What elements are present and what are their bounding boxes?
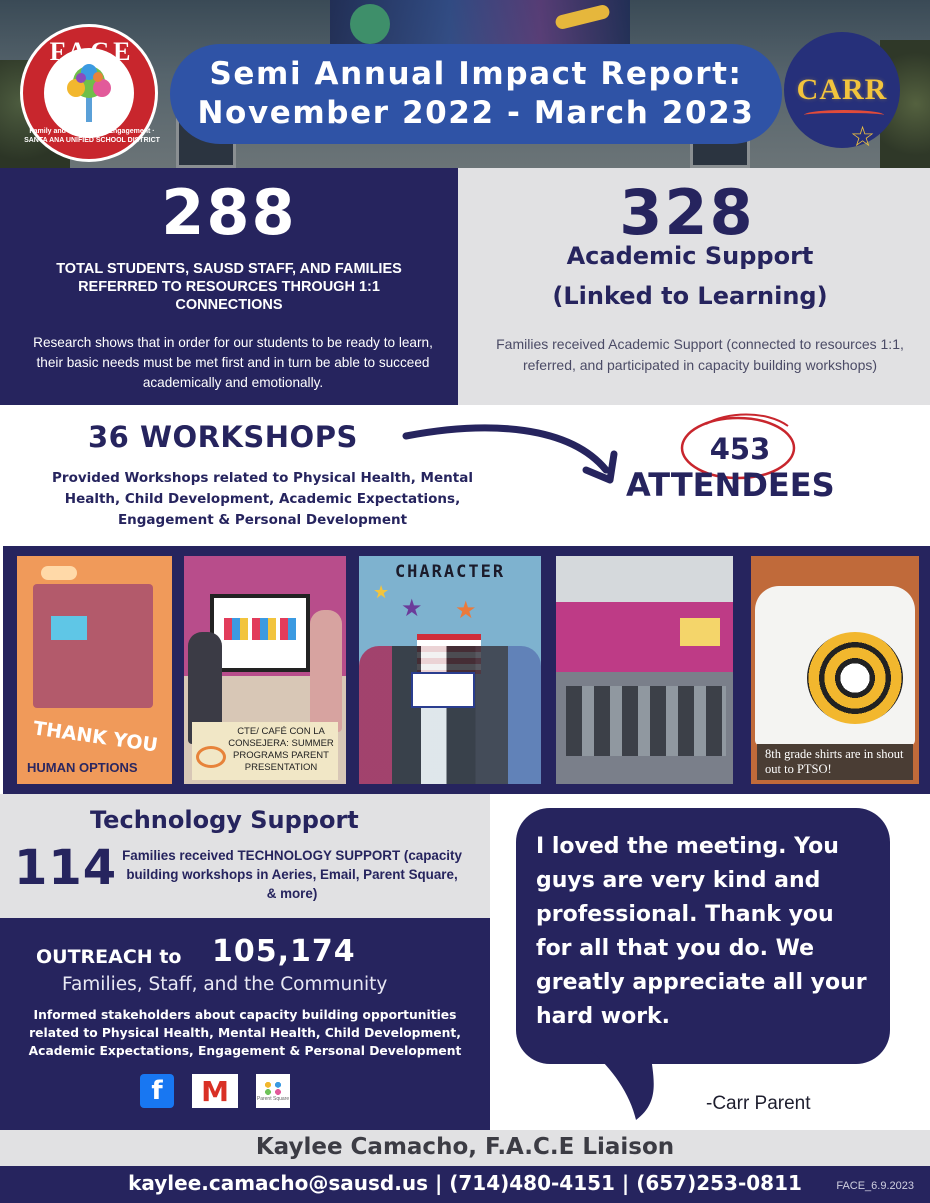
referrals-body: Research shows that in order for our students to be ready to learn, their basic needs must be met first and in turn be able to succeed academically and emotionally. bbox=[33, 335, 433, 390]
parent-square-logo-icon bbox=[263, 1080, 283, 1096]
photo-human-options-workshop bbox=[17, 556, 172, 784]
academic-heading: Academic Support bbox=[566, 242, 814, 270]
academic-body: Families received Academic Support (connected to resources 1:1, referred, and participated in capacity building workshops) bbox=[496, 336, 904, 373]
technology-description: Families received TECHNOLOGY SUPPORT (capacity building workshops in Aeries, Email, Parent Square, & more) bbox=[122, 848, 462, 901]
report-title-line-2: November 2022 - March 2023 bbox=[197, 95, 755, 131]
attendees-label: ATTENDEES bbox=[626, 466, 835, 504]
referrals-panel bbox=[0, 168, 458, 405]
group-of-people bbox=[359, 646, 541, 784]
presentation-screen bbox=[51, 616, 87, 640]
academic-subheading: (Linked to Learning) bbox=[552, 282, 828, 310]
parent-quote: I loved the meeting. You guys are very kind and professional. Thank you for all that you do. We greatly appreciate all your hard work. bbox=[536, 834, 867, 1029]
document-code: FACE_6.9.2023 bbox=[836, 1180, 914, 1192]
character-mural-text: CHARACTER bbox=[394, 562, 506, 582]
speech-bubble-tail bbox=[590, 1050, 674, 1122]
mural-planet bbox=[350, 4, 390, 44]
photo-cte-presentation bbox=[184, 556, 346, 784]
presenter-right bbox=[310, 610, 342, 732]
star-icon: ★ bbox=[401, 594, 423, 622]
academic-number: 328 bbox=[619, 176, 755, 249]
thank-you-text: THANK YOU bbox=[31, 717, 160, 757]
gmail-icon[interactable]: M bbox=[192, 1074, 238, 1108]
star-icon: ★ bbox=[455, 596, 477, 624]
referrals-number: 288 bbox=[161, 176, 297, 249]
quote-author: -Carr Parent bbox=[706, 1093, 811, 1114]
outreach-description: Informed stakeholders about capacity building opportunities related to Physical Health, Mental Health, Child Development, Academic Expectations, Engagement & Personal Development bbox=[28, 1008, 462, 1058]
liaison-name: Kaylee Camacho, F.A.C.E Liaison bbox=[0, 1130, 930, 1166]
star-icon: ★ bbox=[373, 582, 390, 603]
photo-check-presentation bbox=[359, 556, 541, 784]
star-icon: ☆ bbox=[850, 120, 876, 153]
face-logo bbox=[20, 24, 158, 162]
photo-strip bbox=[3, 546, 930, 794]
report-title bbox=[170, 44, 782, 144]
technology-number: 114 bbox=[14, 840, 118, 896]
cte-logo-icon bbox=[196, 746, 226, 768]
referrals-heading: TOTAL STUDENTS, SAUSD STAFF, AND FAMILIES REFERRED TO RESOURCES THROUGH 1:1 CONNECTIONS bbox=[56, 261, 402, 313]
carr-swoosh bbox=[804, 110, 884, 120]
cte-caption: CTE/ CAFÉ CON LA CONSEJERA: SUMMER PROGRAMS PARENT PRESENTATION bbox=[192, 722, 338, 780]
arrow-icon bbox=[400, 418, 630, 498]
parent-square-label: Parent Square bbox=[256, 1096, 290, 1102]
human-options-brand: HUMAN OPTIONS bbox=[27, 760, 138, 775]
outreach-number: 105,174 bbox=[212, 934, 356, 969]
outreach-subtitle: Families, Staff, and the Community bbox=[62, 974, 388, 995]
cloud-graphic bbox=[41, 566, 77, 580]
facebook-icon[interactable]: f bbox=[140, 1074, 174, 1108]
big-check bbox=[411, 672, 475, 708]
photo-parent-meeting bbox=[556, 556, 733, 784]
parent-square-icon[interactable] bbox=[256, 1074, 290, 1108]
face-logo-subtitle: Family and Community Engagement · SANTA ANA UNIFIED SCHOOL DISTRICT bbox=[24, 128, 160, 144]
contact-info[interactable]: kaylee.camacho@sausd.us | (714)480-4151 | (657)253-0811 bbox=[128, 1171, 802, 1195]
header-banner bbox=[0, 0, 930, 168]
slide-graphic bbox=[224, 618, 296, 640]
technology-support-panel bbox=[0, 794, 490, 918]
carr-logo bbox=[784, 32, 900, 153]
carr-logo-word: CARR bbox=[796, 73, 888, 106]
shirts-caption: 8th grade shirts are in shout out to PTSO! bbox=[757, 744, 913, 780]
attendees-number: 453 bbox=[709, 432, 771, 466]
report-title-line-1: Semi Annual Impact Report: bbox=[209, 56, 743, 92]
workshop-room bbox=[33, 584, 153, 708]
face-logo-word: FACE bbox=[49, 37, 135, 66]
chairs bbox=[566, 686, 726, 756]
shirt-print-graphic bbox=[807, 632, 903, 724]
workshops-title: 36 WORKSHOPS bbox=[88, 420, 358, 454]
photo-8th-grade-shirts bbox=[751, 556, 919, 784]
workshops-description: Provided Workshops related to Physical Health, Mental Health, Child Development, Academic Expectations, Engagement & Personal Development bbox=[52, 470, 473, 528]
contact-bar bbox=[0, 1166, 930, 1203]
technology-title: Technology Support bbox=[90, 806, 359, 834]
academic-support-panel bbox=[458, 168, 930, 405]
outreach-label: OUTREACH to bbox=[36, 946, 182, 968]
projection-screen bbox=[680, 618, 720, 646]
outreach-panel bbox=[0, 918, 490, 1130]
